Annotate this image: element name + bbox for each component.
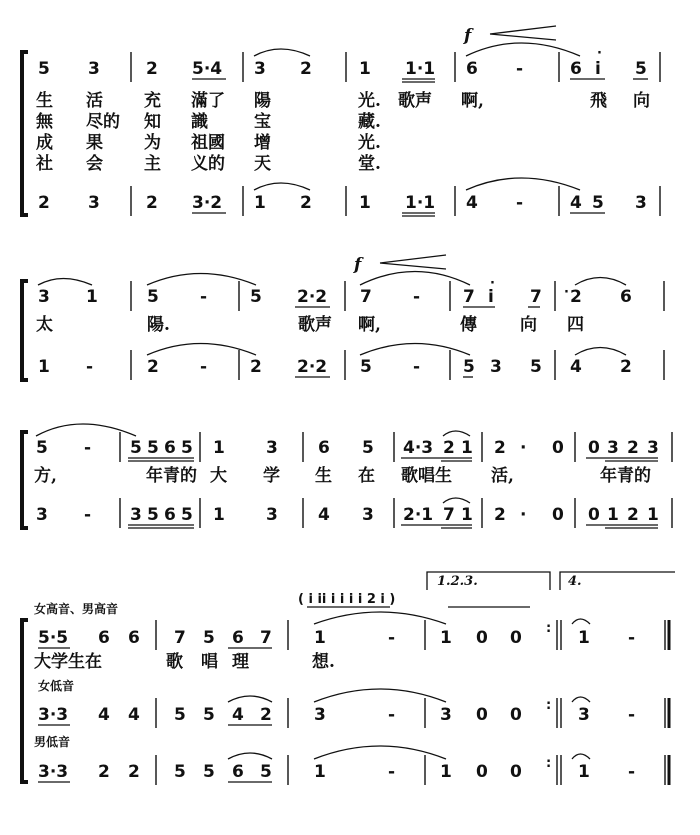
note: 2 <box>300 193 312 213</box>
svg-text:陽: 陽 <box>254 91 271 111</box>
note: 2 <box>146 59 158 79</box>
note: 4 <box>466 193 478 213</box>
svg-text:活,: 活, <box>491 466 514 486</box>
note: - <box>516 59 524 79</box>
svg-text:-: - <box>628 628 636 648</box>
svg-text:6: 6 <box>164 505 176 525</box>
svg-text:2: 2 <box>494 505 506 525</box>
svg-text:歌声: 歌声 <box>398 91 432 111</box>
svg-text:-: - <box>200 357 208 377</box>
svg-text:2·2: 2·2 <box>297 287 328 307</box>
svg-text:光.: 光. <box>358 133 381 153</box>
lower-voice <box>38 193 647 213</box>
svg-text:4: 4 <box>98 705 110 725</box>
note: 1 <box>359 193 371 213</box>
svg-text:在: 在 <box>358 466 375 486</box>
svg-text:2: 2 <box>627 505 639 525</box>
svg-text:3: 3 <box>647 438 659 458</box>
svg-text:主: 主 <box>144 154 161 174</box>
svg-text:3: 3 <box>36 505 48 525</box>
note: 3 <box>88 59 100 79</box>
system-4 <box>22 572 675 785</box>
svg-text:-: - <box>413 287 421 307</box>
svg-text:啊,: 啊, <box>358 315 381 335</box>
svg-text:i: i <box>488 287 494 307</box>
svg-text:6: 6 <box>620 287 632 307</box>
svg-text:7: 7 <box>530 287 542 307</box>
svg-text:年青的: 年青的 <box>600 466 651 486</box>
svg-text:3: 3 <box>130 505 142 525</box>
svg-text:1: 1 <box>461 438 473 458</box>
svg-text:堂.: 堂. <box>358 154 381 174</box>
note: - <box>516 193 524 213</box>
svg-text:活: 活 <box>86 91 103 111</box>
note: 3·2 <box>192 193 223 213</box>
svg-text:·: · <box>564 285 569 300</box>
system-3 <box>22 424 672 528</box>
svg-text:5: 5 <box>147 505 159 525</box>
svg-text:0: 0 <box>552 438 564 458</box>
svg-text:四: 四 <box>567 315 584 335</box>
svg-text:-: - <box>388 762 396 782</box>
svg-text:6: 6 <box>98 628 110 648</box>
note: 2 <box>38 193 50 213</box>
svg-text:6: 6 <box>232 762 244 782</box>
svg-text:3: 3 <box>266 438 278 458</box>
svg-text:-: - <box>628 705 636 725</box>
svg-text:3·3: 3·3 <box>38 705 69 725</box>
svg-text:2: 2 <box>98 762 110 782</box>
svg-text:2: 2 <box>250 357 262 377</box>
svg-text:3: 3 <box>578 705 590 725</box>
svg-text:2: 2 <box>128 762 140 782</box>
svg-text:唱: 唱 <box>201 652 218 672</box>
upper-voice <box>36 438 659 458</box>
svg-text:5: 5 <box>174 762 186 782</box>
svg-text:1: 1 <box>86 287 98 307</box>
svg-text:成: 成 <box>36 133 53 153</box>
svg-text:2·1: 2·1 <box>403 505 434 525</box>
note: 1 <box>359 59 371 79</box>
lower-voice <box>38 357 632 377</box>
svg-text:义的: 义的 <box>191 154 225 174</box>
svg-text:7: 7 <box>174 628 186 648</box>
svg-text:大: 大 <box>210 466 227 486</box>
ossia-line: ( i ii i i i i 2 i ) <box>298 592 396 607</box>
volta-second: 4. <box>568 574 582 589</box>
svg-text:1: 1 <box>213 505 225 525</box>
svg-text:会: 会 <box>86 154 103 174</box>
note: 3 <box>88 193 100 213</box>
svg-text:滿了: 滿了 <box>191 91 225 111</box>
svg-text:5: 5 <box>362 438 374 458</box>
svg-text:啊,: 啊, <box>461 91 484 111</box>
note: 5 <box>635 59 647 79</box>
svg-text:3·3: 3·3 <box>38 762 69 782</box>
svg-text:2: 2 <box>570 287 582 307</box>
svg-text:3: 3 <box>314 705 326 725</box>
svg-text:充: 充 <box>144 91 161 111</box>
svg-text:3: 3 <box>266 505 278 525</box>
lyrics <box>36 314 584 335</box>
svg-text:想.: 想. <box>312 652 335 672</box>
svg-text:向: 向 <box>633 91 650 111</box>
svg-text:7: 7 <box>360 287 372 307</box>
svg-text:理: 理 <box>232 652 249 672</box>
svg-text:-: - <box>388 628 396 648</box>
note: 5·4 <box>192 59 223 79</box>
lyrics <box>34 465 651 486</box>
svg-text:4·3: 4·3 <box>403 438 434 458</box>
svg-text:5: 5 <box>463 357 475 377</box>
svg-text:·: · <box>490 276 495 291</box>
note: 1 <box>254 193 266 213</box>
svg-text:0: 0 <box>510 705 522 725</box>
svg-text:0: 0 <box>476 705 488 725</box>
note: 5 <box>592 193 604 213</box>
svg-text:2: 2 <box>627 438 639 458</box>
note: 1·1 <box>405 59 436 79</box>
voice-label-alto: 女低音 <box>38 679 75 693</box>
svg-text:無: 無 <box>36 112 53 132</box>
note: 4 <box>570 193 582 213</box>
svg-text:社: 社 <box>36 154 53 174</box>
svg-text:3: 3 <box>440 705 452 725</box>
svg-text:5: 5 <box>250 287 262 307</box>
note: 2 <box>146 193 158 213</box>
note: i <box>595 59 601 79</box>
svg-text:学: 学 <box>263 466 280 486</box>
svg-text:生: 生 <box>36 91 53 111</box>
svg-text:1: 1 <box>38 357 50 377</box>
svg-text:5: 5 <box>147 287 159 307</box>
svg-text:2: 2 <box>147 357 159 377</box>
svg-text:生: 生 <box>315 466 332 486</box>
svg-text:3: 3 <box>490 357 502 377</box>
svg-text:方,: 方, <box>34 466 57 486</box>
svg-text:-: - <box>413 357 421 377</box>
svg-text:2: 2 <box>494 438 506 458</box>
upper-voice <box>38 287 632 307</box>
svg-text:大学生在: 大学生在 <box>34 652 102 672</box>
svg-text:1: 1 <box>607 505 619 525</box>
svg-text:-: - <box>200 287 208 307</box>
svg-text:1: 1 <box>647 505 659 525</box>
svg-text:-: - <box>628 762 636 782</box>
svg-text:-: - <box>84 438 92 458</box>
svg-text:0: 0 <box>510 628 522 648</box>
svg-text:为: 为 <box>144 133 161 153</box>
svg-text::: : <box>546 621 552 636</box>
svg-text:6: 6 <box>164 438 176 458</box>
voice-label-soprano-tenor: 女高音、男高音 <box>34 602 119 616</box>
svg-text:5: 5 <box>36 438 48 458</box>
svg-text:2: 2 <box>620 357 632 377</box>
lyrics-verse-4 <box>35 153 381 174</box>
svg-text:增: 增 <box>254 133 271 153</box>
svg-text:5: 5 <box>174 705 186 725</box>
svg-text:5: 5 <box>203 628 215 648</box>
svg-text:5: 5 <box>130 438 142 458</box>
svg-text:4: 4 <box>232 705 244 725</box>
svg-text:6: 6 <box>232 628 244 648</box>
voice-label-bass: 男低音 <box>34 735 71 749</box>
svg-text:5: 5 <box>260 762 272 782</box>
lyrics-verse-3 <box>36 132 381 153</box>
svg-text:3: 3 <box>607 438 619 458</box>
svg-text:·: · <box>520 505 527 525</box>
svg-text:年青的: 年青的 <box>146 466 197 486</box>
lyrics <box>34 651 335 672</box>
svg-text:0: 0 <box>476 628 488 648</box>
svg-text:1: 1 <box>213 438 225 458</box>
note: 1·1 <box>405 193 436 213</box>
svg-text:·: · <box>520 438 527 458</box>
svg-text::: : <box>546 698 552 713</box>
svg-text:1: 1 <box>440 628 452 648</box>
svg-text:5: 5 <box>147 438 159 458</box>
svg-text:3: 3 <box>38 287 50 307</box>
svg-text:識: 識 <box>191 112 208 132</box>
svg-text:1: 1 <box>461 505 473 525</box>
svg-text:0: 0 <box>476 762 488 782</box>
svg-text:0: 0 <box>510 762 522 782</box>
svg-text:0: 0 <box>588 438 600 458</box>
svg-text:3: 3 <box>362 505 374 525</box>
lower-voice <box>36 505 659 525</box>
note: 3 <box>635 193 647 213</box>
svg-text:知: 知 <box>144 112 161 132</box>
svg-text:果: 果 <box>86 133 103 153</box>
svg-text:7: 7 <box>463 287 475 307</box>
system-2 <box>22 255 664 380</box>
svg-text:2: 2 <box>260 705 272 725</box>
svg-text:4: 4 <box>318 505 330 525</box>
svg-text:0: 0 <box>588 505 600 525</box>
svg-text:宝: 宝 <box>254 112 271 132</box>
dynamic-forte: f <box>464 26 472 46</box>
volta-first: 1.2.3. <box>437 574 478 589</box>
svg-text:歌: 歌 <box>166 652 183 672</box>
svg-text:6: 6 <box>128 628 140 648</box>
svg-text:5: 5 <box>181 438 193 458</box>
svg-text:1: 1 <box>578 762 590 782</box>
svg-text:1: 1 <box>440 762 452 782</box>
system-1 <box>22 26 660 216</box>
svg-text:5: 5 <box>530 357 542 377</box>
svg-text:4: 4 <box>570 357 582 377</box>
svg-text:·: · <box>597 46 602 61</box>
svg-text:祖國: 祖國 <box>191 133 225 153</box>
svg-text:5: 5 <box>203 705 215 725</box>
svg-text::: : <box>546 756 552 771</box>
svg-text:天: 天 <box>254 154 271 174</box>
svg-text:5·5: 5·5 <box>38 628 69 648</box>
note: 6 <box>570 59 582 79</box>
svg-text:歌唱生: 歌唱生 <box>401 466 452 486</box>
svg-text:藏.: 藏. <box>358 112 381 132</box>
svg-text:7: 7 <box>443 505 455 525</box>
svg-text:5: 5 <box>181 505 193 525</box>
svg-text:向: 向 <box>520 315 537 335</box>
svg-text:-: - <box>84 505 92 525</box>
svg-text:歌声: 歌声 <box>298 315 332 335</box>
svg-text:1: 1 <box>578 628 590 648</box>
svg-text:2·2: 2·2 <box>297 357 328 377</box>
svg-text:尽的: 尽的 <box>86 112 120 132</box>
note: 5 <box>38 59 50 79</box>
svg-text:6: 6 <box>318 438 330 458</box>
note: 6 <box>466 59 478 79</box>
svg-text:陽.: 陽. <box>147 315 170 335</box>
lyrics-verse-2 <box>36 111 381 132</box>
svg-text:7: 7 <box>260 628 272 648</box>
svg-text:1: 1 <box>314 628 326 648</box>
system-brace <box>22 52 28 215</box>
svg-text:5: 5 <box>360 357 372 377</box>
svg-text:2: 2 <box>443 438 455 458</box>
note: 2 <box>300 59 312 79</box>
svg-text:光.: 光. <box>358 91 381 111</box>
lyrics-verse-1 <box>36 90 650 111</box>
svg-text:太: 太 <box>36 315 53 335</box>
svg-text:傳: 傳 <box>460 315 477 335</box>
svg-text:1: 1 <box>314 762 326 782</box>
svg-text:4: 4 <box>128 705 140 725</box>
svg-text:0: 0 <box>552 505 564 525</box>
dynamic-forte: f <box>354 255 362 275</box>
svg-text:-: - <box>388 705 396 725</box>
svg-text:飛: 飛 <box>590 91 607 111</box>
svg-text:5: 5 <box>203 762 215 782</box>
upper-voice <box>38 59 647 79</box>
svg-text:-: - <box>86 357 94 377</box>
note: 3 <box>254 59 266 79</box>
